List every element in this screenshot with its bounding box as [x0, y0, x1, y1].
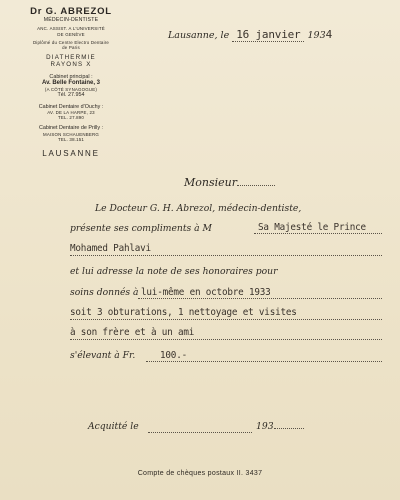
date-place: Lausanne, le — [168, 30, 230, 41]
details-line-1: soit 3 obturations, 1 nettoyage et visites — [70, 307, 297, 318]
amount-value: 100.- — [160, 350, 187, 361]
note-line: et lui adresse la note de ses honoraires pour — [70, 266, 278, 277]
date-year-prefix: 193 — [307, 30, 326, 41]
ouchy-office-label: Cabinet Dentaire d'Ouchy : — [38, 103, 104, 110]
main-office-street: Av. Belle Fontaine, 3 — [41, 80, 100, 87]
assist-line-1: ANC. ASSIST. A L'UNIVERSITÉ — [37, 26, 105, 32]
main-office-note: (A CÔTÉ SYNAGOGUE) — [44, 87, 98, 93]
doctor-title: MÉDECIN-DENTISTE — [43, 17, 99, 24]
care-label: soins donnés à — [70, 287, 139, 298]
main-office-label: Cabinet principal : — [49, 73, 93, 80]
main-office-tel: Tél. 27.954 — [57, 92, 85, 99]
intro-line: Le Docteur G. H. Abrezol, médecin-dentiste, — [95, 203, 302, 214]
recipient-line-2: Mohamed Pahlavi — [70, 243, 151, 254]
amount-label: s'élevant à Fr. — [70, 350, 136, 361]
presents-line: présente ses compliments à M — [70, 223, 212, 234]
doctor-name: Dr G. ABREZOL — [30, 6, 112, 17]
prilly-office-street: MAISON SCHAUENBERG — [42, 131, 100, 137]
ouchy-office-tel: TEL. 27.890 — [57, 115, 85, 121]
receipt-year: 193 — [256, 421, 304, 432]
diploma-line-1: Diplômé du Centre Electro Dentaire — [32, 39, 110, 45]
ouchy-office-street: AV. DE LA HARPE, 23 — [47, 110, 95, 116]
service-diathermie: DIATHERMIE — [46, 54, 96, 62]
salutation: Monsieur — [184, 176, 275, 189]
prilly-office-tel: TEL. 38.151 — [57, 137, 85, 143]
diploma-line-2: de Paris — [62, 44, 80, 50]
receipt-date-field — [148, 420, 252, 433]
details-line-2: à son frère et à un ami — [70, 327, 195, 338]
receipt-label: Acquitté le — [88, 421, 139, 432]
recipient-line-1: Sa Majesté le Prince — [258, 222, 366, 233]
prilly-office-label: Cabinet Dentaire de Prilly : — [38, 125, 104, 132]
care-value: lui-même en octobre 1933 — [141, 287, 271, 298]
date-year-digit: 4 — [325, 28, 333, 41]
date-day-month: 16 janvier — [232, 28, 304, 42]
assist-line-2: DE GENÈVE — [57, 31, 85, 37]
letterhead-city: LAUSANNE — [42, 149, 100, 159]
service-rayons-x: RAYONS X — [50, 61, 92, 69]
postal-account: Compte de chèques postaux II. 3437 — [137, 470, 263, 477]
date-line — [168, 28, 332, 42]
letterhead — [4, 6, 138, 159]
